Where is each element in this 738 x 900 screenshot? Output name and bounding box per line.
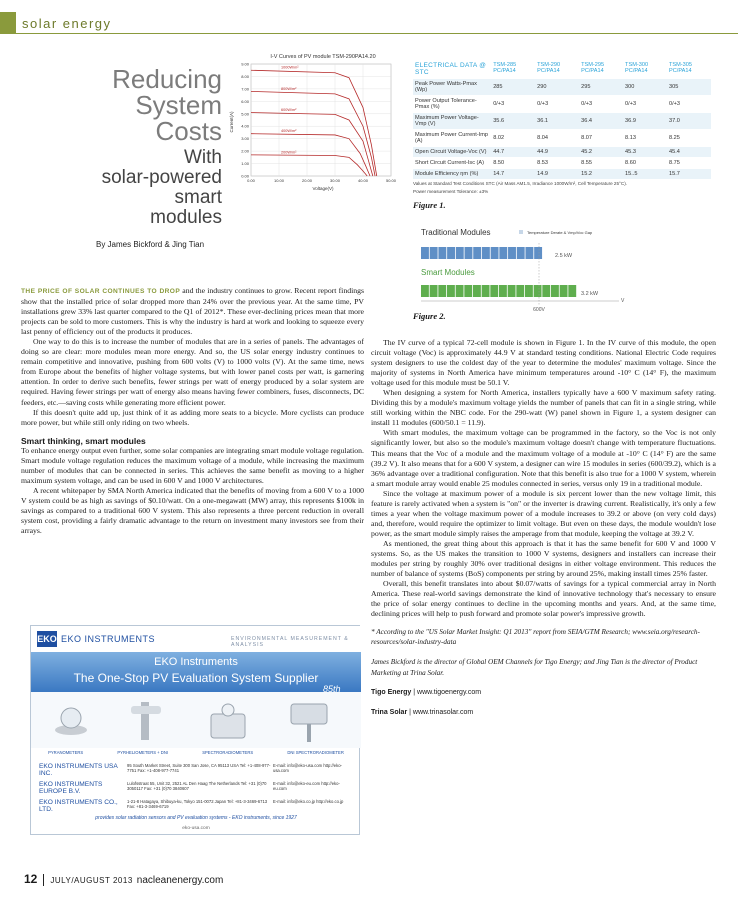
table-cell: 8.53 — [535, 158, 579, 169]
y-tick-label: 3.00 — [241, 136, 249, 142]
table-header-cell: TSM-305 PC/PA14 — [669, 62, 693, 74]
y-tick-label: 7.00 — [241, 86, 249, 92]
x-tick-label: 50.00 — [385, 178, 397, 183]
module-cell — [517, 247, 525, 259]
product-label: DNI SPECTRORADIOMETER — [287, 750, 344, 755]
table-cell: 35.6 — [491, 113, 535, 130]
y-tick-label: 2.00 — [241, 148, 249, 154]
table-cell: Module Efficiency ηm (%) — [413, 169, 491, 180]
headline-line-1: Reducing — [112, 64, 222, 94]
module-cell — [482, 285, 490, 297]
table-cell: 44.7 — [491, 147, 535, 158]
x-tick-label: 30.00 — [329, 178, 341, 183]
paragraph-8: With smart modules, the maximum voltage can be programmed in the factory, so the Voc is not only significantly lower, but also so the module's maximum voltage doesn't change with temperature fluctuations. This means that the Voc of a module and the maximum voltage of a module at -10° C (14° F) are the same (39.2 V). It also means that for a 600 V system, a designer can wire 15 modules in series (600/39.2), which is a 36% advantage over a traditional configuration. Note that this benefit is also true for a 1000 V system, wherein a smart module array would enable 25 modules connected in series, versus only 19 in a traditional module. — [371, 428, 716, 488]
electrical-data-table-wrap — [413, 60, 711, 210]
contact-tigo: Tigo Energy | www.tigoenergy.com — [371, 689, 482, 697]
product-label: PYRHELIOMETERS + DNI — [117, 750, 169, 755]
table-cell: 8.50 — [491, 158, 535, 169]
module-cell — [473, 247, 481, 259]
ad-tagline-top: ENVIRONMENTAL MEASUREMENT & ANALYSIS — [231, 636, 349, 648]
module-cell — [508, 247, 516, 259]
table-cell: 36.4 — [579, 113, 623, 130]
subhead: Smart thinking, smart modules — [21, 435, 146, 446]
table-cell: 14.9 — [535, 169, 579, 180]
plot-area — [251, 64, 391, 176]
paragraph-6: The IV curve of a typical 72-cell module is shown in Figure 1. In the IV curve of this module, the open circuit voltage (Voc) is approximately 44.9 V at standard testing conditions. National Electric Code requires system designers to use the coldest day of the year to determine the modules' maximum voltage. Since the majority of systems in North America have minimum temperatures around -10° C (14° F), the maximum voltage used for this module must be 50.1 V. — [371, 338, 716, 388]
page-footer — [24, 872, 223, 886]
site-url[interactable]: nacleanenergy.com — [136, 875, 224, 886]
table-row — [413, 79, 711, 96]
table-cell: 15.2 — [579, 169, 623, 180]
module-cell — [456, 247, 464, 259]
spectroradiometer-icon — [211, 704, 245, 738]
figure-2-diagram — [413, 225, 633, 325]
y-tick-label: 5.00 — [241, 111, 249, 117]
pyranometer-icon — [55, 708, 87, 735]
module-cell — [421, 285, 429, 297]
body-column-left — [21, 286, 364, 536]
y-tick-label: 1.00 — [241, 161, 249, 167]
subheadline-line-4: modules — [150, 207, 222, 228]
legend-text: Temperature Derate & Vmp/Voc Gap — [527, 230, 593, 235]
series-label: 800W/m² — [281, 86, 297, 91]
contact-email[interactable]: E-mail: info@eko-usa.com http://eko-usa.com — [273, 763, 342, 773]
series-label: 1000W/m² — [281, 65, 299, 70]
body-column-right — [371, 338, 716, 718]
contact-trina: Trina Solar | www.trinasolar.com — [371, 709, 474, 717]
ad-top-bar — [31, 626, 361, 652]
smart-kw: 3.2 kW — [581, 291, 599, 297]
table-row — [413, 158, 711, 169]
table-cell: 0/+3 — [535, 96, 579, 113]
module-cell — [447, 247, 455, 259]
table-cell: Open Circuit Voltage-Voc (V) — [413, 147, 491, 158]
module-cell — [499, 247, 507, 259]
table-cell: 0/+3 — [667, 96, 711, 113]
module-cell — [499, 285, 507, 297]
table-cell: 290 — [535, 79, 579, 96]
traditional-kw: 2.5 kW — [555, 253, 573, 259]
section-rule — [16, 33, 738, 34]
module-cell — [438, 247, 446, 259]
iv-curve-chart — [225, 52, 395, 192]
table-cell: 36.1 — [535, 113, 579, 130]
author-bio: James Bickford is the director of Global OEM Channels for Tigo Energy; and Jing Tian is the director of Product Marketing at Trina Solar. — [371, 658, 698, 677]
paragraph-7: When designing a system for North America, installers typically have a 600 V maximum safety rating. Dividing this by a module's maximum voltage yields the number of panels that can fit in a single string, while still working within the NBC code. For the 290-watt (W) panel shown in Figure 1, a system designer can install 11 modules (600/50.1 = 11.9). — [371, 388, 716, 428]
module-cell — [430, 285, 438, 297]
electrical-data-table — [413, 60, 711, 179]
module-cell — [534, 285, 542, 297]
contact-name: EKO INSTRUMENTS CO., LTD. — [39, 799, 118, 813]
x-tick-label: 0.00 — [247, 178, 255, 183]
y-tick-label: 6.00 — [241, 98, 249, 104]
table-row — [413, 130, 711, 147]
table-cell: 295 — [579, 79, 623, 96]
contact-address: Lulofsstraat 55, Unit 32, 2521 AL Den Haag The Netherlands Tel: +31 (0)70 3050117 Fax: +31 (0)70 3840607 — [127, 781, 267, 791]
series-label: 200W/m² — [281, 150, 297, 155]
anniversary-badge: 85th — [323, 684, 341, 694]
module-cell — [551, 285, 559, 297]
table-cell: 45.4 — [667, 147, 711, 158]
ad-banner — [31, 652, 361, 692]
product-label: SPECTRORADIOMETERS — [202, 750, 254, 755]
table-cell: Maximum Power Voltage-Vmp (V) — [413, 113, 491, 130]
table-cell: 285 — [491, 79, 535, 96]
table-cell: 8.55 — [579, 158, 623, 169]
table-cell: 36.9 — [623, 113, 667, 130]
table-cell: 45.3 — [623, 147, 667, 158]
module-cell — [560, 285, 568, 297]
table-cell: 14.7 — [491, 169, 535, 180]
module-cell — [465, 247, 473, 259]
module-cell — [473, 285, 481, 297]
contact-row — [39, 763, 353, 777]
y-tick-label: 9.00 — [241, 61, 249, 67]
legend-box — [519, 230, 593, 235]
table-cell: 45.2 — [579, 147, 623, 158]
ad-url[interactable]: eko-usa.com — [182, 826, 210, 831]
ad-title-2: The One-Stop PV Evaluation System Supplier — [73, 671, 319, 685]
paragraph-9: Since the voltage at maximum power of a module is six percent lower than the new voltage limit, this feature is rarely activated when a system is "on" or the inverter is drawing current. Realistically, it's only a few times a year when the voltage maximum power of a module increases to 39.2 or above (on very cold days) and, therefore, would require the optimizer to limit voltage. But even on these days, the module wouldn't lose power, as the smart module simply raises the amperage from that module, keeping the voltage at 39.2 V. — [371, 488, 716, 538]
eko-logo: EKO — [37, 631, 57, 647]
contact-email[interactable]: E-mail: info@eko-eu.com http://eko-eu.com — [273, 781, 340, 791]
figure-2-label: Figure 2. — [413, 311, 446, 321]
contact-email[interactable]: E-mail: info@eko.co.jp http://eko.co.jp — [273, 799, 344, 804]
y-tick-label: 0.00 — [241, 173, 249, 179]
module-cell — [438, 285, 446, 297]
module-cell — [516, 285, 524, 297]
table-cell: 305 — [667, 79, 711, 96]
y-axis-label: Current(A) — [229, 111, 234, 133]
table-note-1: Values at Standard Test Conditions STC (Air Mass AM1.5, Irradiance 1000W/m², Cell Temperature 25°C). — [413, 181, 628, 186]
table-row — [413, 113, 711, 130]
table-cell: 15.7 — [667, 169, 711, 180]
ad-product-labels — [31, 750, 361, 755]
figure-1-label: Figure 1. — [413, 200, 446, 210]
axis-600v: 600V — [533, 307, 545, 313]
chart-title: I-V Curves of PV module TSM-290PA14.20 — [270, 54, 376, 60]
eko-advertisement[interactable] — [30, 625, 360, 835]
table-cell: 0/+3 — [579, 96, 623, 113]
module-cell — [482, 247, 490, 259]
series-label: 400W/m² — [281, 129, 297, 134]
module-cell — [525, 247, 533, 259]
table-row — [413, 169, 711, 180]
table-cell: 15..5 — [623, 169, 667, 180]
subheadline-line-3: smart — [174, 187, 222, 208]
lead-in: THE PRICE OF SOLAR CONTINUES TO DROP — [21, 288, 181, 295]
module-cell — [456, 285, 464, 297]
module-cell — [491, 247, 499, 259]
table-cell: 0/+3 — [491, 96, 535, 113]
table-cell: 0/+3 — [623, 96, 667, 113]
x-tick-label: 10.00 — [273, 178, 285, 183]
contact-address: 1-21-8 Hatagaya, Shibuya-ku, Tokyo 151-0072 Japan Tel: +81-3-3469-6713 Fax: +81-3-3469-6719 — [127, 799, 268, 809]
paragraph-10: As mentioned, the great thing about this approach is that it has the same benefit for 600 V and 1000 V systems. So, as the US makes the transition to 1000 V systems, designers and installers can increase their modules per string by roughly 30% over traditional designs in either voltage environment. This reduces the number of balance of systems (BoS) components per string by around 25%, making install times 25% faster. — [371, 538, 716, 579]
table-header-cell: TSM-290 PC/PA14 — [537, 62, 561, 74]
dni-spectroradiometer-icon — [291, 704, 327, 742]
x-axis-label: Voltage(V) — [312, 186, 334, 191]
table-cell: 8.02 — [491, 130, 535, 147]
smart-label: Smart Modules — [421, 268, 475, 277]
contact-row — [39, 781, 353, 795]
table-cell: 8.25 — [667, 130, 711, 147]
contact-row — [39, 799, 353, 813]
module-cell — [534, 247, 542, 259]
table-row — [413, 147, 711, 158]
subheadline-line-1: With — [184, 147, 222, 168]
y-tick-label: 4.00 — [241, 123, 249, 129]
module-cell — [568, 285, 576, 297]
ad-title-1: EKO Instruments — [154, 656, 238, 668]
ad-brand: EKO INSTRUMENTS — [61, 634, 156, 644]
paragraph-2: One way to do this is to increase the number of modules that are in a series of panels. The advantages of doing so are clear: more modules mean more energy. And so, the US solar energy industry continues to remain competitive and innovative, pushing from 600 volts (V) to 1000 volts (V). At the same time, news from Europe about the benefits of higher voltage systems, but with lower panel costs per watt, is garnering attention. In order to derive such benefits, fewer strings per watt of energy produced by a solar system are required. Having fewer strings per watt of energy also means having fewer combiners, fuses, disconnects, DC feeders, etc.—saving costs while generating more efficient power. — [21, 337, 364, 407]
table-cell: Power Output Tolerance-Pmax (%) — [413, 96, 491, 113]
table-cell: 8.07 — [579, 130, 623, 147]
module-cell — [464, 285, 472, 297]
traditional-module-bar — [421, 247, 542, 259]
paragraph-1: THE PRICE OF SOLAR CONTINUES TO DROP and the industry continues to grow. Recent report findings show that the installed price of solar dropped more than 24% over the previous year. At the same time, PV installations grew 33% last quarter compared to the Q1 of 2012*. These ever-declining prices mean that more projects can be sold to more customers. This is why the industry is hard at work and looking to squeeze every last penny of efficiency out of the products it produces. — [21, 286, 364, 337]
table-cell: 37.0 — [667, 113, 711, 130]
table-header-cell: TSM-300 PC/PA14 — [625, 62, 649, 74]
smart-module-bar — [421, 285, 576, 297]
table-cell: 8.13 — [623, 130, 667, 147]
table-cell: 44.9 — [535, 147, 579, 158]
contact-address: 95 South Market Street, Suite 300 San Jose, CA 95113 USA Tel: +1-408-977-7751 Fax: +1-408-977-7741 — [127, 763, 271, 773]
section-header — [0, 0, 738, 40]
module-cell — [421, 247, 429, 259]
x-tick-label: 20.00 — [301, 178, 313, 183]
ad-contacts — [39, 763, 353, 817]
paragraph-5: A recent whitepaper by SMA North America indicated that the benefits of moving from a 600 V to a 1000 V system could be as high as savings of $0.10/watt. On a one-megawatt (MW) array, this represents $100k in savings as compared to a traditional 600 V system. This also represents a three percent reduction in overall system cost, providing a fairly dramatic advantage to the return on investment many investors see from their arrays. — [21, 485, 364, 536]
ad-bottom-tagline: provides solar radiation sensors and PV evaluation systems - EKO instruments, since 1927 — [95, 815, 297, 821]
issue-date: JULY/AUGUST 2013 — [50, 876, 133, 885]
module-cell — [447, 285, 455, 297]
byline: By James Bickford & Jing Tian — [96, 240, 205, 249]
section-label: solar energy — [22, 16, 112, 31]
table-cell: 300 — [623, 79, 667, 96]
contact-name: EKO INSTRUMENTS EUROPE B.V. — [39, 781, 103, 795]
article-headline — [102, 66, 222, 228]
table-header-cell: TSM-285 PC/PA14 — [493, 62, 517, 74]
contact-name: EKO INSTRUMENTS USA INC. — [39, 763, 118, 777]
series-label: 600W/m² — [281, 108, 297, 113]
module-cell — [430, 247, 438, 259]
table-note-2: Power measurement Tolerance: ±3% — [413, 189, 489, 194]
x-tick-label: 40.00 — [357, 178, 369, 183]
table-header-cell: ELECTRICAL DATA @ STC — [415, 62, 487, 76]
footer-separator — [43, 874, 44, 886]
module-cell — [525, 285, 533, 297]
table-cell: Maximum Power Current-Imp (A) — [413, 130, 491, 147]
table-row — [413, 96, 711, 113]
table-cell: Short Circuit Current-Isc (A) — [413, 158, 491, 169]
paragraph-4: To enhance energy output even further, some solar companies are integrating smart module voltage regulation. Smart module voltage regulation reduces the maximum voltage of a module, while increasing the maximum number of modules that can be connected in series. This achieves the same benefit as moving to a higher maximum system voltage, and can be used in 600 V and 1000 V architectures. — [21, 445, 364, 485]
module-cell — [490, 285, 498, 297]
subheadline-line-2: solar-powered — [101, 167, 222, 188]
product-label: PYRANOMETERS — [48, 750, 84, 755]
footnote: * According to the "US Solar Market Insight: Q1 2013" report from SEIA/GTM Research; www.seia.org/research-resources/solar-industry-data — [371, 628, 700, 647]
section-color-block — [0, 12, 16, 34]
ad-product-images — [31, 692, 361, 748]
headline-line-3: Costs — [155, 116, 222, 146]
module-cell — [542, 285, 550, 297]
y-tick-label: 8.00 — [241, 73, 249, 79]
pyrheliometer-icon — [131, 702, 161, 740]
table-cell: Peak Power Watts-Pmax (Wp) — [413, 79, 491, 96]
page-number: 12 — [24, 872, 38, 886]
table-cell: 8.60 — [623, 158, 667, 169]
table-cell: 8.75 — [667, 158, 711, 169]
module-cell — [508, 285, 516, 297]
headline-line-2: System — [135, 90, 222, 120]
axis-unit: V — [621, 298, 625, 304]
traditional-label: Traditional Modules — [421, 228, 491, 237]
paragraph-3: If this doesn't quite add up, just think of it as adding more seats to a bicycle. More cyclists can produce more power, but while still only riding on two wheels. — [21, 407, 364, 427]
table-header-cell: TSM-295 PC/PA14 — [581, 62, 605, 74]
paragraph-11: Overall, this benefit translates into about $0.07/watts of savings for a typical commercial array in North America. These real-world savings demonstrate the kind of innovative technology that's necessary to ensure the price of solar energy continues to decline in the upcoming months and years. And, at the same time, declining prices will help to push forward and promote solar power's impressive growth. — [371, 579, 716, 619]
chart-grid — [251, 64, 391, 176]
table-cell: 8.04 — [535, 130, 579, 147]
